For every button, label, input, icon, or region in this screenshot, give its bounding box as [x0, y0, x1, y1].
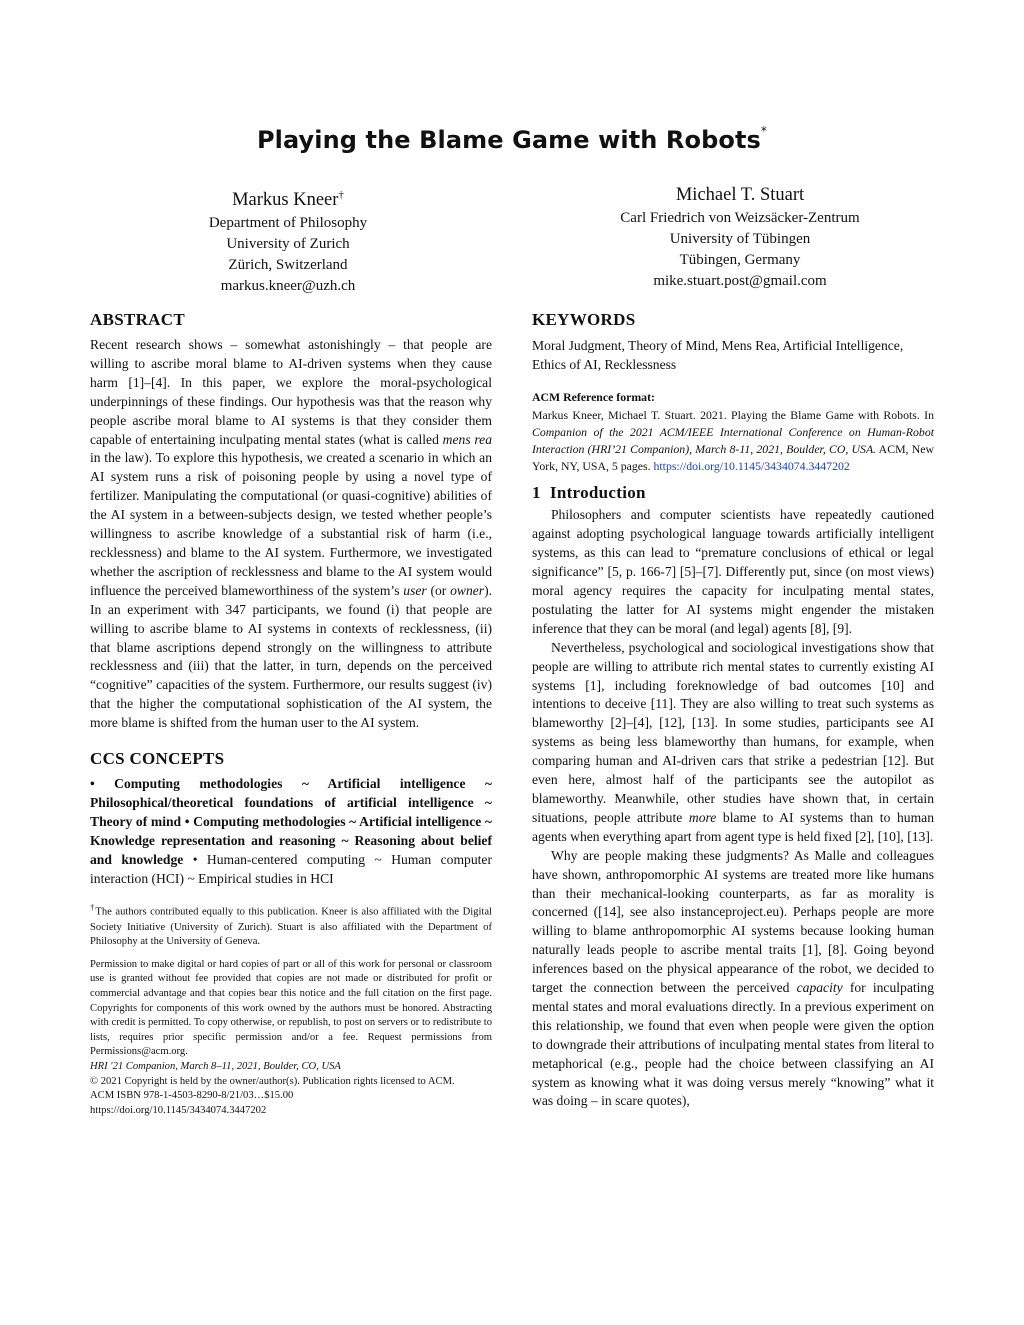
abstract-emphasis: owner [450, 582, 485, 598]
keywords-heading: KEYWORDS [532, 310, 636, 329]
abstract-part: Recent research shows – somewhat astonishingly – that people are willing to ascribe moral blame to AI-driven systems when they cause harm [1]–[4]. In this paper, we explore the moral-psychological underpinnings of these findings. Our hypothesis was that the reason why people ascribe moral blame to AI systems is that they consider them capable of entertaining inculpating mental states (what is called [90, 337, 492, 447]
author-email: mike.stuart.post@gmail.com [653, 273, 827, 289]
author-name-text: Markus Kneer [232, 190, 339, 211]
intro-text: Nevertheless, psychological and sociological investigations show that people are willing to attribute rich mental states to currently existing AI systems [1], including foreknowledge of bad outcomes [10] and intentions to deceive [11]. They are also willing to treat such systems as blameworthy [2]–[4], [12], [13]. In some studies, participants see AI systems as being less blameworthy than humans, for example, when comparing human and AI-driven cars that strike a pedestrian [12]. But even here, almost half of the participants see the autopilot as blameworthy. Meanwhile, other studies have shown that, in certain situations, people attribute [532, 639, 934, 825]
abstract-emphasis: mens rea [442, 431, 493, 447]
author-footnote-mark: † [338, 189, 344, 201]
acm-reference-doi-link[interactable]: https://doi.org/10.1145/3434074.3447202 [653, 459, 850, 474]
footnote-text: The authors contributed equally to this publication. Kneer is also affiliated with the Digital Society Initiative (University of Zurich). Stuart is also affiliated with the Department of Philosophy at the University of Geneva. [90, 907, 492, 948]
author-name [530, 183, 950, 208]
title-footnote-mark: * [760, 124, 768, 138]
author-block-1 [78, 183, 498, 297]
venue-text: HRI '21 Companion, March 8–11, 2021, Boulder, CO, USA [90, 1060, 341, 1072]
intro-section-number: 1 [532, 483, 541, 503]
acm-reference-post: ACM, New York, NY, USA, 5 pages. [532, 442, 934, 474]
ccs-concept: • Human-centered computing ~ Human computer interaction (HCI) ~ Empirical studies in HCI [90, 851, 492, 886]
ccs-heading: CCS CONCEPTS [90, 749, 225, 769]
paper-title [0, 126, 1024, 154]
doi-line: https://doi.org/10.1145/3434074.3447202 [90, 1104, 267, 1116]
intro-section-title: Introduction [549, 483, 646, 503]
abstract-text [90, 336, 492, 733]
acm-reference-heading: ACM Reference format: [532, 390, 655, 404]
title-text: Playing the Blame Game with Robots [256, 126, 761, 154]
author-location: Tübingen, Germany [679, 252, 801, 268]
author-institution: University of Tübingen [669, 231, 811, 247]
ccs-text [90, 775, 492, 888]
abstract-part: in the law). To explore this hypothesis, we created a scenario in which an AI system runs a risk of poisoning people by using a novel type of fertilizer. Manipulating the computational (or quasi-cognitive) abilities of the AI system in a between-subjects design, we tested whether people’s willingness to ascribe knowledge of a substantial risk of harm (i.e., recklessness) and blame to the AI system. Furthermore, we investigated whether the ascription of recklessness and blame to the AI system would influence the perceived blameworthiness of the system’s [90, 450, 492, 598]
ccs-concept-bold: • Computing methodologies ~ Artificial intelligence ~ Philosophical/theoretical foundations of artificial intelligence ~ Theory of mind [90, 776, 492, 829]
intro-emphasis: more [688, 809, 717, 825]
author-institution: University of Zurich [226, 236, 350, 253]
abstract-part: (or [426, 582, 451, 598]
author-name-text: Michael T. Stuart [675, 185, 805, 205]
author-email: markus.kneer@uzh.ch [220, 278, 356, 295]
intro-emphasis: capacity [796, 980, 843, 996]
author-footnote [90, 900, 492, 949]
copyright-line: © 2021 Copyright is held by the owner/author(s). Publication rights licensed to ACM. [90, 1075, 455, 1087]
left-column [90, 310, 492, 1118]
acm-reference-text [532, 407, 934, 475]
permission-notice: Permission to make digital or hard copies of part or all of this work for personal or classroom use is granted without fee provided that copies are not made or distributed for profit or commercial advantage and that copies bear this notice and the full citation on the first page. Copyrights for components of this work owned by the authors must be honored. Abstracting with credit is permitted. To copy otherwise, or republish, to post on servers or to redistribute to lists, requires prior specific permission and/or a fee. Request permissions from Permissions@acm.org. [90, 958, 492, 1058]
author-department: Carl Friedrich von Weizsäcker-Zentrum [620, 210, 860, 226]
author-block-2 [530, 183, 950, 292]
right-column [532, 310, 934, 1111]
author-department: Department of Philosophy [208, 215, 368, 232]
acm-reference-venue: Companion of the 2021 ACM/IEEE International Conference on Human-Robot Interaction (HRI’21 Companion), March 8-11, 2021, Boulder, CO, USA. [532, 425, 934, 457]
keywords-text: Moral Judgment, Theory of Mind, Mens Rea, Artificial Intelligence, Ethics of AI, Recklessness [532, 338, 904, 372]
footnote-mark: † [90, 902, 96, 913]
intro-paragraph-1: Philosophers and computer scientists have repeatedly cautioned against adopting psychological language towards artificially intelligent systems, as this can lead to “premature conclusions of ethical or legal significance” [5, p. 166-7] [5]–[7]. Differently put, since (on most views) moral agency requires the capacity for inculpating mental states, postulating the latter for AI systems might engender the mistaken inference that they can be moral (and legal) agents [8], [9]. [532, 507, 934, 636]
intro-heading [532, 483, 934, 503]
intro-paragraph-2 [532, 639, 934, 847]
abstract-heading: ABSTRACT [90, 310, 185, 329]
intro-text: Why are people making these judgments? As Malle and colleagues have shown, anthropomorphic AI systems are treated more like humans than their mechanical-looking counterparts, as far as morality is concerned ([14], see also instanceproject.eu). Perhaps people are more willing to blame anthropomorphic AI systems because looking human naturally leads people to ascribe mental traits [1], [8]. Going beyond inferences based on the physical appearance of the robot, we decided to target the connection between the perceived [532, 847, 934, 996]
acm-reference-pre: Markus Kneer, Michael T. Stuart. 2021. Playing the Blame Game with Robots. In [532, 408, 934, 422]
abstract-emphasis: user [403, 582, 427, 598]
intro-paragraph-3 [532, 847, 934, 1112]
ccs-concept-bold: • Computing methodologies ~ Artificial intelligence ~ Knowledge representation and reasoning ~ Reasoning about belief and knowledge [90, 813, 492, 867]
intro-text: for inculpating mental states and moral evaluations directly. In a previous experiment on this relationship, we found that even when people were given the option to downgrade their attributions of inculpating mental states from literal to metaphorical (e.g., people had the choice between classifying an AI system as knowing what it was doing versus merely “knowing” what it was doing – in scare quotes), [532, 980, 934, 1109]
intro-text: blame to AI systems than to human agents when everything apart from agent type is held fixed [2], [10], [13]. [532, 809, 934, 844]
isbn-line: ACM ISBN 978-1-4503-8290-8/21/03…$15.00 [90, 1090, 294, 1102]
author-location: Zürich, Switzerland [228, 257, 348, 274]
venue-line [90, 1060, 492, 1075]
abstract-part: ). In an experiment with 347 participants, we found (i) that people are willing to ascribe blame to AI systems in contexts of recklessness, (ii) that blame ascriptions depend strongly on the willingness to attribute recklessness and (iii) that the latter, in turn, depends on the perceived “cognitive” capacities of the system. Furthermore, our results suggest (iv) that the higher the computational sophistication of the AI system, the more blame is shifted from the human user to the AI system. [90, 582, 492, 731]
author-name [78, 183, 498, 213]
